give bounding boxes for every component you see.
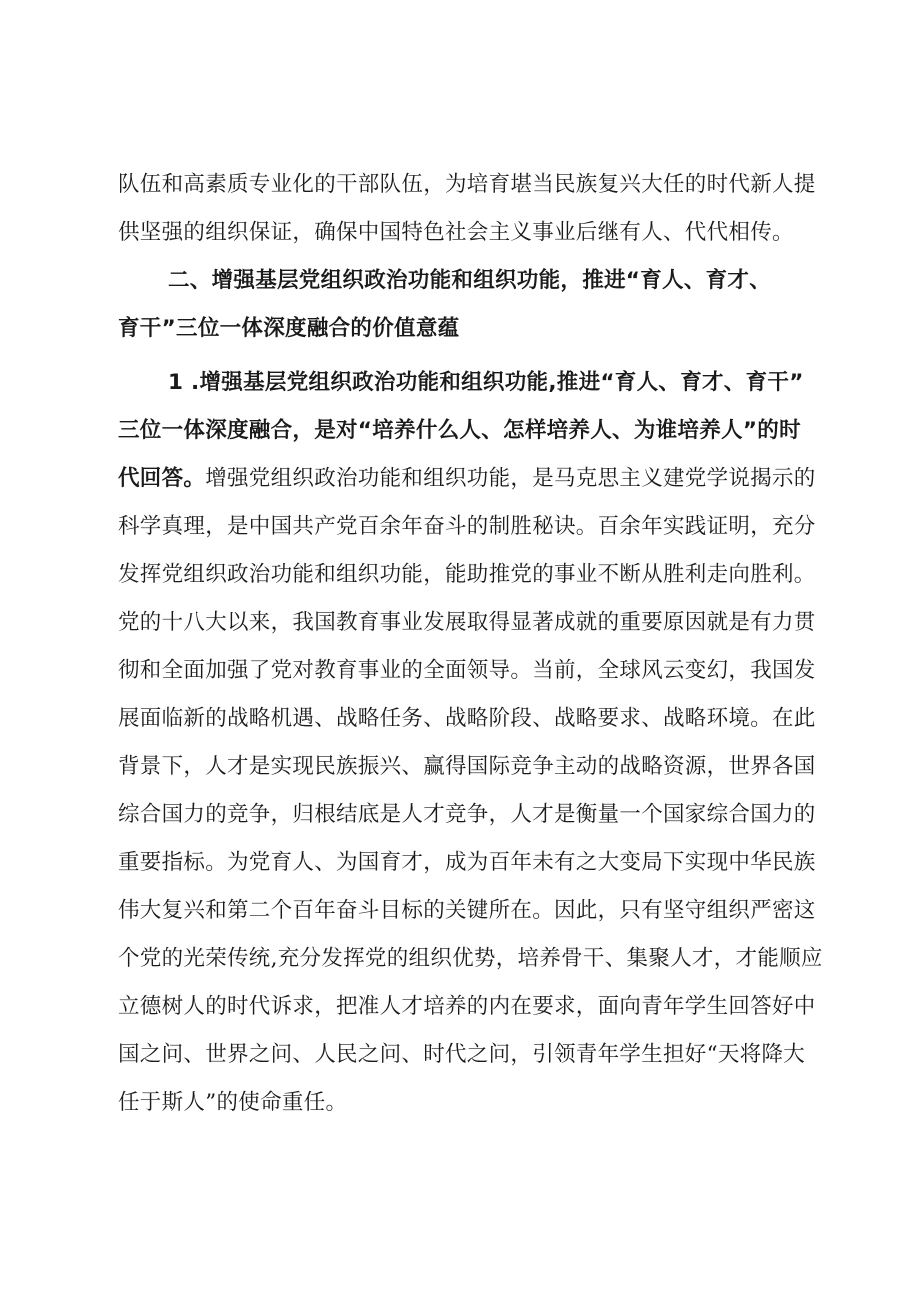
- intro-line: 供坚强的组织保证，确保中国特色社会主义事业后继有人、代代相传。: [118, 220, 794, 245]
- intro-line: 队伍和高素质专业化的干部队伍，为培育堪当民族复兴大任的时代新人提: [118, 172, 816, 197]
- body-line: 展面临新的战略机遇、战略任务、战略阶段、战略要求、战略环境。在此: [118, 706, 816, 731]
- body-line: 彻和全面加强了党对教育事业的全面领导。当前，全球风云变幻，我国发: [118, 658, 816, 683]
- body-line: 综合国力的竞争，归根结底是人才竞争，人才是衡量一个国家综合国力的: [118, 802, 816, 827]
- body-line: 国之问、世界之问、人民之问、时代之问，引领青年学生担好“天将降大: [118, 1042, 806, 1067]
- body-line: 背景下，人才是实现民族振兴、赢得国际竞争主动的战略资源，世界各国: [118, 754, 816, 779]
- subheading-line: 三位一体深度融合，是对“培养什么人、怎样培养人、为谁培养人”的时: [118, 418, 801, 443]
- body-line: 伟大复兴和第二个百年奋斗目标的关键所在。因此，只有坚守组织严密这: [118, 898, 816, 923]
- section-heading-line: 二、增强基层党组织政治功能和组织功能，推进“育人、育才、: [168, 268, 772, 293]
- subheading-mixed-line: [118, 464, 816, 494]
- body-line: 任于斯人”的使命重任。: [118, 1090, 348, 1115]
- body-line: 党的十八大以来，我国教育事业发展取得显著成就的重要原因就是有力贯: [118, 610, 816, 635]
- body-fragment: 增强党组织政治功能和组织功能，是马克思主义建党学说揭示的: [205, 466, 816, 491]
- body-line: 发挥党组织政治功能和组织功能，能助推党的事业不断从胜利走向胜利。: [118, 562, 816, 587]
- subheading-bold-fragment: 代回答。: [118, 466, 206, 491]
- body-line: 立德树人的时代诉求，把准人才培养的内在要求，面向青年学生回答好中: [118, 994, 816, 1019]
- body-line: 科学真理，是中国共产党百余年奋斗的制胜秘诀。百余年实践证明，充分: [118, 514, 816, 539]
- body-line: 个党的光荣传统,充分发挥党的组织优势，培养骨干、集聚人才，才能顺应: [118, 946, 823, 971]
- section-heading-line: 育干”三位一体深度融合的价值意蕴: [118, 316, 460, 341]
- body-line: 重要指标。为党育人、为国育才，成为百年未有之大变局下实现中华民族: [118, 850, 816, 875]
- subheading-line: 1 .增强基层党组织政治功能和组织功能,推进“育人、育才、育干”: [168, 370, 804, 395]
